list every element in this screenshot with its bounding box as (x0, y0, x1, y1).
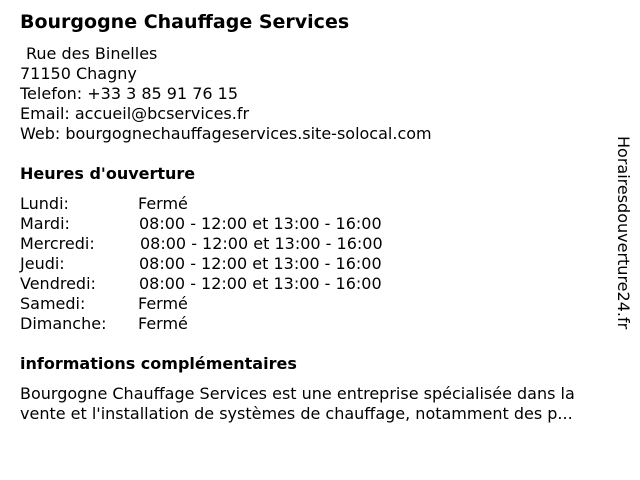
street-address: Rue des Binelles (26, 44, 158, 63)
hours-row-jeudi (20, 254, 440, 274)
opening-hours-heading: Heures d'ouverture (20, 164, 196, 183)
day-label: Mardi: (20, 214, 70, 233)
hours-row-vendredi (20, 274, 440, 294)
description-line: Bourgogne Chauffage Services est une entreprise spécialisée dans la (20, 384, 575, 403)
site-watermark: Horairesdouverture24.fr (614, 136, 633, 330)
phone-line: Telefon: +33 3 85 91 76 15 (20, 84, 239, 103)
hours-row-mercredi (20, 234, 440, 254)
time-value: Fermé (138, 314, 188, 333)
web-line: Web: bourgognechauffageservices.site-solocal.com (20, 124, 432, 143)
city-postal: 71150 Chagny (20, 64, 137, 83)
hours-row-samedi (20, 294, 440, 314)
hours-row-dimanche (20, 314, 440, 334)
day-label: Jeudi: (20, 254, 65, 273)
day-label: Mercredi: (20, 234, 95, 253)
email-line: Email: accueil@bcservices.fr (20, 104, 250, 123)
description-line: vente et l'installation de systèmes de chauffage, notamment des p... (20, 404, 573, 423)
time-value: 08:00 - 12:00 et 13:00 - 16:00 (139, 274, 382, 293)
time-value: Fermé (138, 294, 188, 313)
day-label: Samedi: (20, 294, 86, 313)
hours-row-lundi (20, 194, 440, 214)
time-value: 08:00 - 12:00 et 13:00 - 16:00 (140, 234, 383, 253)
time-value: Fermé (138, 194, 188, 213)
business-description (20, 384, 620, 424)
business-name: Bourgogne Chauffage Services (20, 11, 350, 33)
time-value: 08:00 - 12:00 et 13:00 - 16:00 (139, 254, 382, 273)
day-label: Dimanche: (20, 314, 107, 333)
hours-row-mardi (20, 214, 440, 234)
contact-block (20, 44, 432, 144)
time-value: 08:00 - 12:00 et 13:00 - 16:00 (139, 214, 382, 233)
day-label: Vendredi: (20, 274, 96, 293)
opening-hours-table (20, 194, 440, 334)
additional-info-heading: informations complémentaires (20, 354, 297, 373)
day-label: Lundi: (20, 194, 69, 213)
